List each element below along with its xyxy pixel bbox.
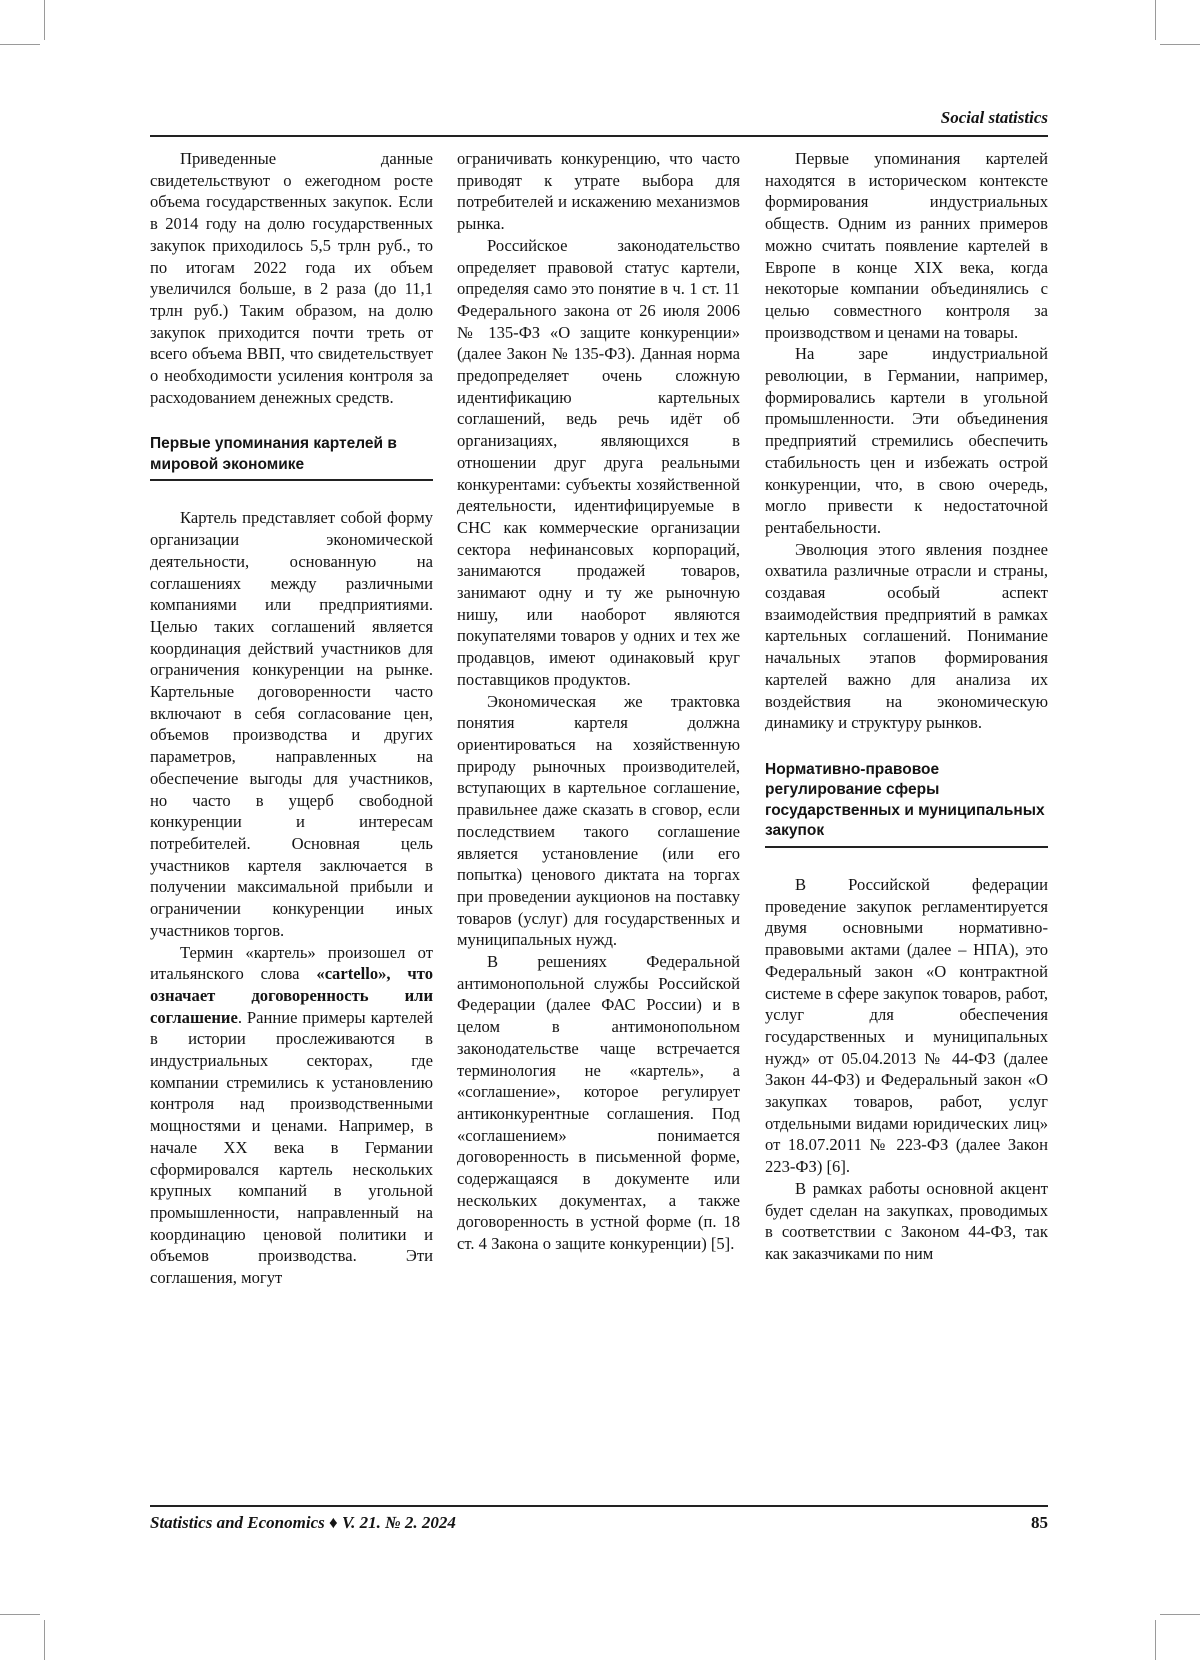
journal-name: Statistics and Economics: [150, 1513, 325, 1532]
paragraph: На заре индустриальной революции, в Германии, например, формировались картели в угольной промышленности. Эти объединения предприятий стремились обеспечить стабильность цен и избежать острой конкуренции, что, в свою очередь, могло привести к недостаточной рентабельности.: [765, 344, 1048, 537]
paragraph: Картель представляет собой форму организации экономической деятельности, основанную на соглашениях между различными компаниями или предприятиями. Целью таких соглашений является координация действий участников для ограничения конкуренции на рынке. Картельные договоренности часто включают в себя согласование цен, объемов производства и других параметров, направленных на обеспечение выгоды для участников, но часто в ущерб свободной конкуренции и интересам потребителей. Основная цель участников картеля заключается в получении максимальной прибыли и ограничении конкуренции иных участников торгов.: [150, 508, 433, 940]
text-column-2: [457, 148, 740, 1255]
paragraph-text: Термин «картель» произошел от итальянского слова: [150, 942, 433, 984]
diamond-icon: ♦: [329, 1513, 338, 1532]
journal-citation: [150, 1513, 456, 1533]
header-divider: [150, 135, 1048, 137]
crop-mark: [0, 1614, 40, 1615]
footer-divider: [150, 1505, 1048, 1507]
paragraph: Эволюция этого явления позднее охватила различные отрасли и страны, создавая особый аспект взаимодействия предприятий в рамках картельных соглашений. Понимание начальных этапов формирования картелей важно для анализа их воздействия на экономическую динамику и структуру рынков.: [765, 539, 1048, 733]
crop-mark: [1160, 1614, 1200, 1615]
crop-mark: [1155, 0, 1156, 40]
page-number: 85: [1031, 1513, 1048, 1532]
crop-mark: [1160, 44, 1200, 45]
paragraph: В Российской федерации проведение закупок регламентируется двумя основными нормативно-правовыми актами (далее – НПА), это Федеральный закон «О контрактной системе в сфере закупок товаров, работ, услуг для обеспечения государственных и муниципальных нужд» от 05.04.2013 № 44-ФЗ (далее Закон 44-ФЗ) и Федеральный закон «О закупках товаров, работ, услуг отдельными видами юридических лиц» от 18.07.2011 № 223-ФЗ (далее Закон 223-ФЗ) [6].: [765, 874, 1048, 1177]
crop-mark: [44, 0, 45, 40]
volume-issue: V. 21. № 2. 2024: [341, 1513, 456, 1532]
paragraph: [150, 942, 433, 1289]
paragraph: Экономическая же трактовка понятия картеля должна ориентироваться на хозяйственную природу рыночных производителей, вступающих в картельное соглашение, правильнее даже сказать в сговор, если последствием такого соглашение является установление (или его попытка) ценового диктата на торгах при проведении аукционов на поставку товаров (услуг) для государственных и муниципальных нужд.: [457, 691, 740, 950]
paragraph: В рамках работы основной акцент будет сделан на закупках, проводимых в соответствии с Законом 44-ФЗ, так как заказчиками по ним: [765, 1178, 1048, 1263]
paragraph: Приведенные данные свидетельствуют о ежегодном росте объема государственных закупок. Если в 2014 году на долю государственных закупок приходилось 5,5 трлн руб., то по итогам 2022 года их объем увеличился больше, в 2 раза (до 11,1 трлн руб.) Таким образом, на долю закупок приходится почти треть от всего объема ВВП, что свидетельствует о необходимости усиления контроля за расходованием денежных средств.: [150, 149, 433, 407]
paragraph: ограничивать конкуренцию, что часто приводят к утрате выбора для потребителей и искажению механизмов рынка.: [457, 149, 740, 234]
paragraph: Первые упоминания картелей находятся в историческом контексте формирования индустриальных обществ. Одним из ранних примеров можно считать появление картелей в Европе в конце XIX века, когда некоторые компании объединялись с целью совместного контроля за производством и ценами на товары.: [765, 149, 1048, 342]
paragraph: Российское законодательство определяет правовой статус картели, определяя само это понятие в ч. 1 ст. 11 Федерального закона от 26 июля 2006 № 135-ФЗ «О защите конкуренции» (далее Закон № 135-ФЗ). Данная норма предопределяет очень сложную идентификацию картельных соглашений, ведь речь идёт об организациях, являющихся в отношении друг друга реальными конкурентами: субъекты хозяйственной деятельности, идентифицируемые в СНС как коммерческие организации сектора нефинансовых корпораций, занимаются продажей товаров, занимают одну и ту же рыночную нишу, или наоборот являются покупателями товаров у одних и тех же продавцов, имеют одинаковый круг поставщиков продуктов.: [457, 235, 740, 689]
emphasis-text: «cartello», что означает договоренность или соглашение: [150, 964, 433, 1027]
crop-mark: [44, 1620, 45, 1660]
text-column-1: [150, 148, 433, 1289]
paragraph: В решениях Федеральной антимонопольной службы Российской Федерации (далее ФАС России) и в целом в антимонопольном законодательстве чаще встречается терминология не «картель», а «соглашение», которое регулирует антиконкурентные соглашения. Под «соглашением» понимается договоренность в письменной форме, содержащаяся в документе или нескольких документах, а также договоренность в устной форме (п. 18 ст. 4 Закона о защите конкуренции) [5].: [457, 952, 740, 1254]
paragraph-text: . Ранние примеры картелей в истории прослеживаются в индустриальных секторах, где компании стремились к установлению контроля над производственными мощностями и ценами. Например, в начале XX века в Германии сформировался картель нескольких крупных компаний в угольной промышленности, направленный на координацию ценовой политики и объемов производства. Эти соглашения, могут: [150, 1007, 433, 1288]
crop-mark: [1155, 1620, 1156, 1660]
section-title: Social statistics: [940, 108, 1048, 127]
section-heading: Первые упоминания картелей в мировой экономике: [150, 434, 433, 481]
section-heading: Нормативно-правовое регулирование сферы государственных и муниципальных закупок: [765, 760, 1048, 848]
text-column-3: [765, 148, 1048, 1265]
crop-mark: [0, 44, 40, 45]
